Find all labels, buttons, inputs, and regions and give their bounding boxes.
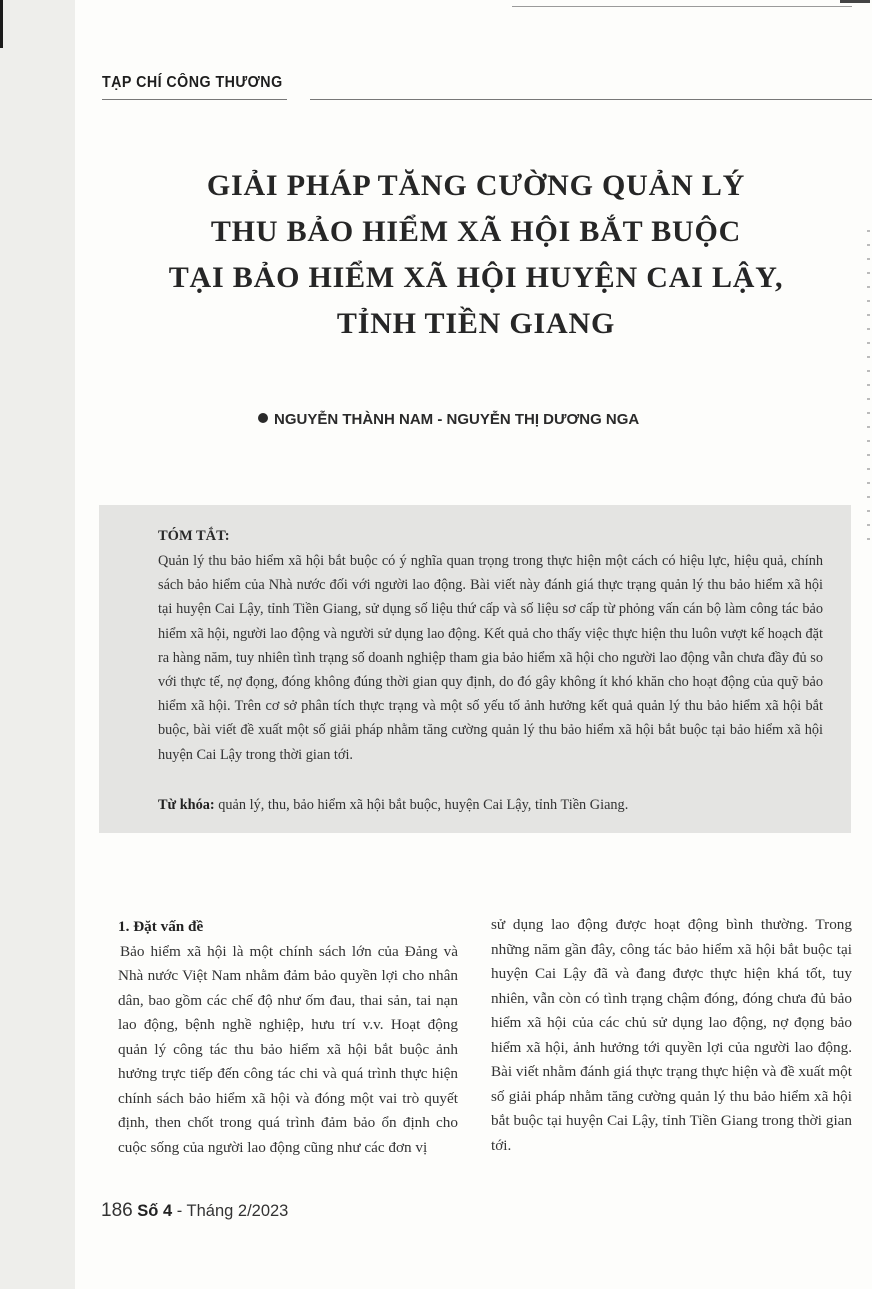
title-line: GIẢI PHÁP TĂNG CƯỜNG QUẢN LÝ [206,169,746,202]
paragraph: Bảo hiểm xã hội là một chính sách lớn của Đảng và Nhà nước Việt Nam nhằm đảm bảo quyền lợi cho nhân dân, bao gồm các chế độ như ốm đau, thai sản, tai nạn lao động, bệnh nghề nghiệp, hưu trí v.v. Hoạt động quản lý công tác thu bảo hiểm xã hội bắt buộc ảnh hưởng trực tiếp đến công tác chi và quá trình thực hiện chính sách bảo hiểm xã hội và đóng một vai trò quyết định, then chốt trong quá trình đảm bảo ổn định cho cuộc sống của người lao động cũng như các đơn vị [118,942,458,1156]
paragraph: sử dụng lao động được hoạt động bình thường. Trong những năm gần đây, công tác bảo hiểm xã hội bắt buộc tại huyện Cai Lậy đã và đang được thực hiện khá tốt, tuy nhiên, vẫn còn có tình trạng chậm đóng, đóng chưa đủ bảo hiểm xã hội của các chủ sử dụng lao động, nợ đọng bảo hiểm xã hội, ảnh hưởng tới quyền lợi của người lao động. Bài viết nhằm đánh giá thực trạng thực hiện và đề xuất một số giải pháp nhằm tăng cường quản lý thu bảo hiểm xã hội bắt buộc tại huyện Cai Lậy, tỉnh Tiền Giang trong thời gian tới. [491,916,852,1154]
author-names: NGUYỄN THÀNH NAM - NGUYỄN THỊ DƯƠNG NGA [274,411,640,428]
section-heading: 1. Đặt vấn đề [118,918,204,935]
scan-edge-mark [0,0,3,48]
body-column-left [118,915,458,1160]
keywords-list: quản lý, thu, bảo hiểm xã hội bắt buộc, huyện Cai Lậy, tỉnh Tiền Giang. [214,797,629,813]
page-number: 186 [101,1200,133,1221]
abstract-text: Quản lý thu bảo hiểm xã hội bắt buộc có ý nghĩa quan trọng trong thực hiện một cách có hiệu lực, hiệu quả, chính sách bảo hiểm của Nhà nước đối với người lao động. Bài viết này đánh giá thực trạng quản lý thu bảo hiểm xã hội tại huyện Cai Lậy, tỉnh Tiền Giang, sử dụng số liệu thứ cấp và số liệu sơ cấp từ phỏng vấn cán bộ làm công tác bảo hiểm xã hội, người lao động và người sử dụng lao động. Kết quả cho thấy việc thực hiện thu luôn vượt kế hoạch đặt ra hàng năm, tuy nhiên tình trạng số doanh nghiệp tham gia bảo hiểm xã hội cho người lao động vẫn chưa đầy đủ so với thực tế, nợ đọng, đóng không đúng thời gian quy định, do đó gây không ít khó khăn cho hoạt động của quỹ bảo hiểm xã hội. Trên cơ sở phân tích thực trạng và một số yếu tố ảnh hưởng kết quả quản lý thu bảo hiểm xã hội bắt buộc, bài viết đề xuất một số giải pháp nhằm tăng cường quản lý thu bảo hiểm xã hội bắt buộc tại bảo hiểm xã hội huyện Cai Lậy trong thời gian tới. [158,553,823,763]
title-line: TỈNH TIỀN GIANG [336,307,616,340]
abstract-heading: TÓM TẮT: [158,528,230,544]
keywords [158,793,823,817]
title-line: TẠI BẢO HIỂM XÃ HỘI HUYỆN CAI LẬY, [168,261,784,294]
header-rule-right [310,99,872,100]
journal-name: TẠP CHÍ CÔNG THƯƠNG [102,74,283,91]
issue-date: - Tháng 2/2023 [172,1202,289,1220]
article-title [80,163,872,347]
page-footer [101,1200,288,1222]
keywords-label: Từ khóa: [158,797,215,813]
page-margin-strip [0,0,75,1289]
body-column-right [491,913,852,1158]
author-line [258,411,639,428]
issue-label: Số 4 [137,1202,173,1220]
header-rule-left [102,99,287,100]
title-line: THU BẢO HIỂM XÃ HỘI BẮT BUỘC [210,215,742,248]
bullet-icon [258,413,268,423]
top-rule [512,6,852,7]
top-dash [840,0,870,3]
